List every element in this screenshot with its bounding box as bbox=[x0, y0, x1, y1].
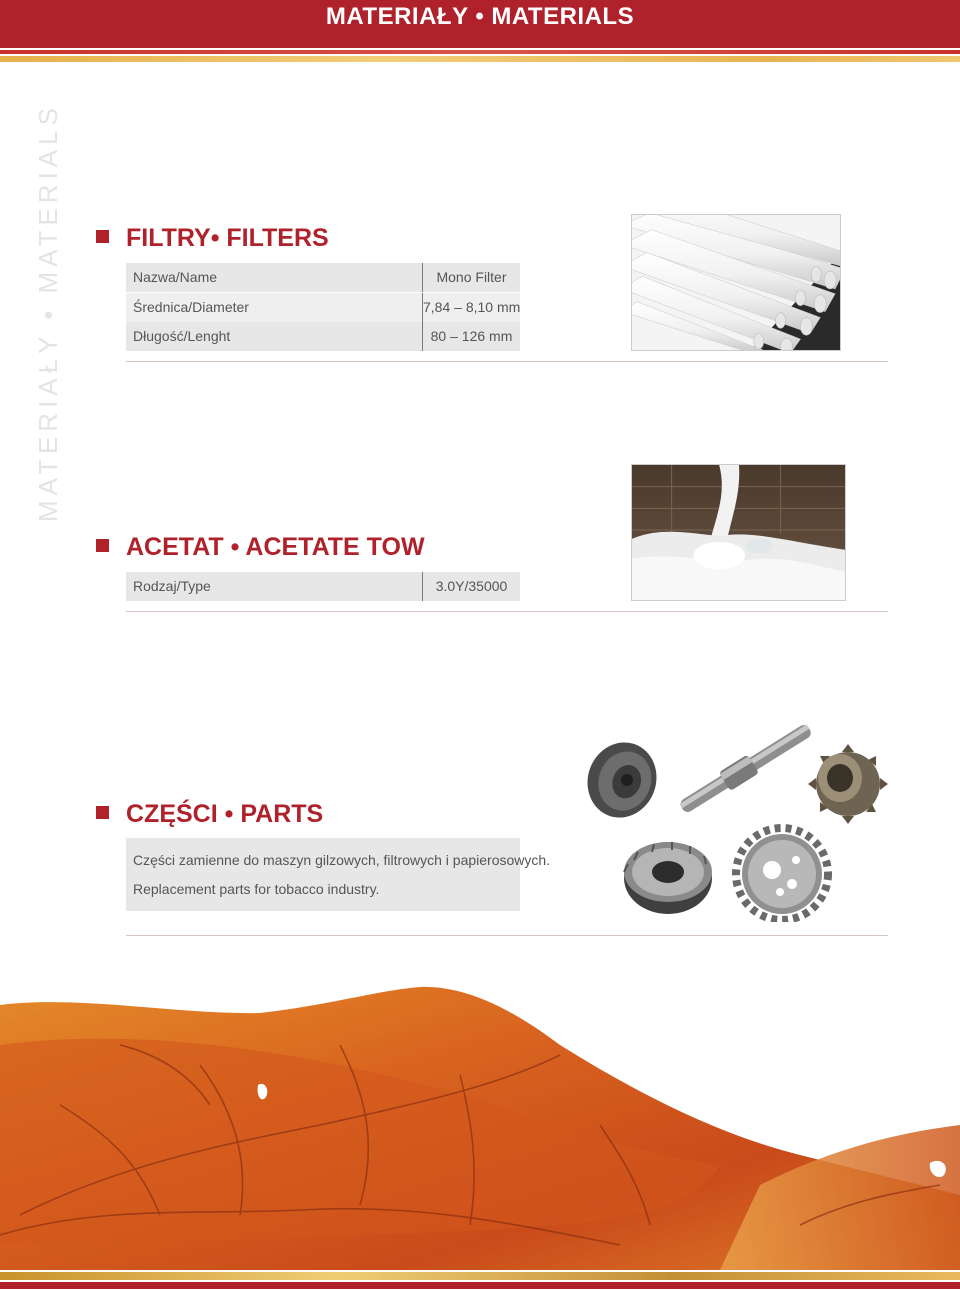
spec-value: 3.0Y/35000 bbox=[435, 578, 508, 594]
bullet-square-icon bbox=[96, 539, 109, 552]
spec-value: 7,84 – 8,10 mm bbox=[423, 299, 521, 315]
bullet-square-icon bbox=[96, 806, 109, 819]
spec-label: Nazwa/Name bbox=[133, 269, 218, 285]
parts-title: CZĘŚCI • PARTS bbox=[126, 800, 324, 828]
spec-label: Rodzaj/Type bbox=[133, 578, 211, 594]
header-stripe-gold bbox=[0, 56, 960, 62]
spec-value: 80 – 126 mm bbox=[430, 328, 513, 344]
filter-rods-photo bbox=[631, 214, 841, 351]
spec-label: Długość/Lenght bbox=[133, 328, 231, 344]
filters-row-name bbox=[126, 263, 520, 292]
parts-description-pl: Części zamienne do maszyn gilzowych, filtrowych i papierosowych. bbox=[133, 852, 551, 868]
filters-row-length bbox=[126, 322, 520, 351]
footer-stripe-red bbox=[0, 1282, 960, 1289]
filters-heading bbox=[96, 224, 329, 253]
tobacco-leaf-image bbox=[0, 985, 960, 1270]
filters-row-diameter bbox=[126, 293, 520, 322]
acetate-heading bbox=[96, 533, 425, 562]
acetate-tow-photo bbox=[631, 464, 846, 601]
section-divider bbox=[126, 361, 888, 362]
machine-parts-photo bbox=[582, 712, 892, 922]
spec-value: Mono Filter bbox=[436, 269, 507, 285]
parts-description-en: Replacement parts for tobacco industry. bbox=[133, 881, 380, 897]
bullet-square-icon bbox=[96, 230, 109, 243]
side-label: MATERIAŁY • MATERIALS bbox=[33, 103, 63, 522]
parts-description-box bbox=[126, 838, 551, 911]
filters-title: FILTRY• FILTERS bbox=[126, 224, 329, 252]
header-stripe-red bbox=[0, 50, 960, 54]
acetate-title: ACETAT • ACETATE TOW bbox=[126, 533, 425, 561]
section-divider bbox=[126, 935, 888, 936]
spec-label: Średnica/Diameter bbox=[133, 299, 249, 315]
footer-stripe-gold bbox=[0, 1272, 960, 1280]
page-title: MATERIAŁY • MATERIALS bbox=[325, 3, 635, 30]
section-divider bbox=[126, 611, 888, 612]
parts-heading bbox=[96, 800, 323, 829]
acetate-row-type bbox=[126, 572, 520, 601]
